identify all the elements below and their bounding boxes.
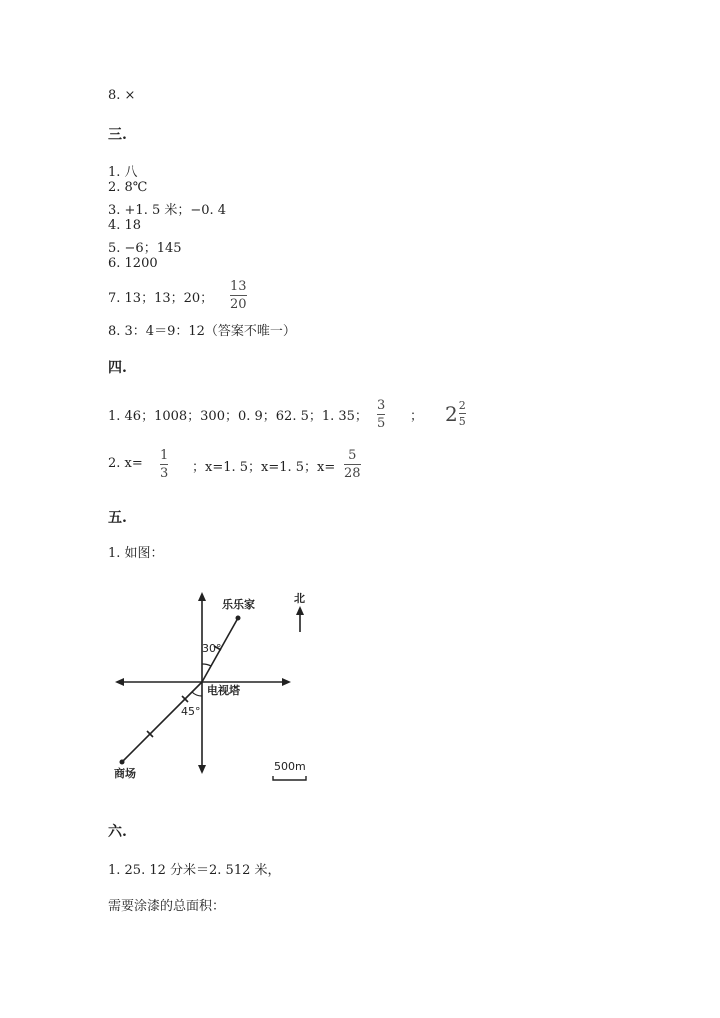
answer-3-4: 4. 18: [108, 218, 142, 233]
section-5-heading: 五.: [108, 510, 127, 526]
arrow-left: [115, 678, 124, 686]
north-label: 北: [294, 592, 305, 605]
scale-bar: [273, 776, 306, 780]
answer-4-1-separator: ；: [410, 409, 424, 424]
fraction-5-28: [344, 448, 361, 481]
answer-3-7: 7. 13；13；20；: [108, 291, 214, 306]
answer-6-2: 需要涂漆的总面积：: [108, 899, 226, 914]
mixed-whole: 2: [445, 401, 458, 426]
answer-8-line: 8. ×: [108, 88, 136, 103]
fraction-numerator: 13: [230, 279, 247, 294]
arrow-right: [282, 678, 291, 686]
answer-6-1: 1. 25. 12 分米＝2. 512 米，: [108, 863, 281, 878]
mall-label: 商场: [114, 767, 136, 780]
answer-3-8: 8. 3：4＝9：12（答案不唯一）: [108, 324, 296, 339]
angle-arc-45: [192, 692, 202, 696]
answer-5-1: 1. 如图：: [108, 546, 164, 561]
north-arrow-head: [296, 606, 304, 615]
answer-3-2: 2. 8℃: [108, 180, 148, 195]
answer-4-1: 1. 46；1008；300；0. 9；62. 5；1. 35；: [108, 409, 368, 424]
answer-4-2-middle: ；x=1. 5；x=1. 5；x=: [192, 460, 336, 475]
fraction-denominator: 20: [230, 297, 247, 312]
fraction-numerator: 3: [377, 398, 386, 413]
answer-3-5: 5. −6；145: [108, 241, 182, 256]
section-3-heading: 三.: [108, 127, 127, 143]
answer-3-3: 3. +1. 5 米；−0. 4: [108, 203, 227, 218]
fraction-denominator: 28: [344, 466, 361, 481]
mixed-number-2-2-5: [445, 399, 466, 428]
arrow-up: [198, 592, 206, 601]
fraction-13-20: [230, 279, 247, 312]
section-6-heading: 六.: [108, 824, 127, 840]
arrow-down: [198, 765, 206, 774]
fraction-numerator: 5: [348, 448, 357, 463]
angle-45-label: 45°: [181, 705, 201, 718]
fraction-1-3: [160, 448, 168, 481]
fraction-denominator: 5: [377, 416, 386, 431]
tv-tower-label: 电视塔: [207, 684, 240, 697]
line-to-mall: [122, 682, 202, 762]
section-4-heading: 四.: [108, 360, 127, 376]
mixed-denominator: 5: [458, 415, 466, 428]
scale-label: 500m: [274, 760, 306, 773]
answer-3-6: 6. 1200: [108, 256, 158, 271]
fraction-3-5: [377, 398, 385, 431]
fraction-numerator: 1: [160, 448, 169, 463]
answer-3-1: 1. 八: [108, 165, 138, 180]
angle-30-label: 30°: [202, 642, 222, 655]
fraction-denominator: 3: [160, 466, 169, 481]
lele-home-label: 乐乐家: [222, 598, 255, 611]
mixed-numerator: 2: [458, 399, 466, 412]
direction-diagram: [0, 580, 720, 810]
angle-arc-30: [202, 664, 211, 666]
lele-home-point: [236, 616, 241, 621]
answer-4-2-start: 2. x=: [108, 456, 143, 471]
mall-point: [120, 760, 125, 765]
